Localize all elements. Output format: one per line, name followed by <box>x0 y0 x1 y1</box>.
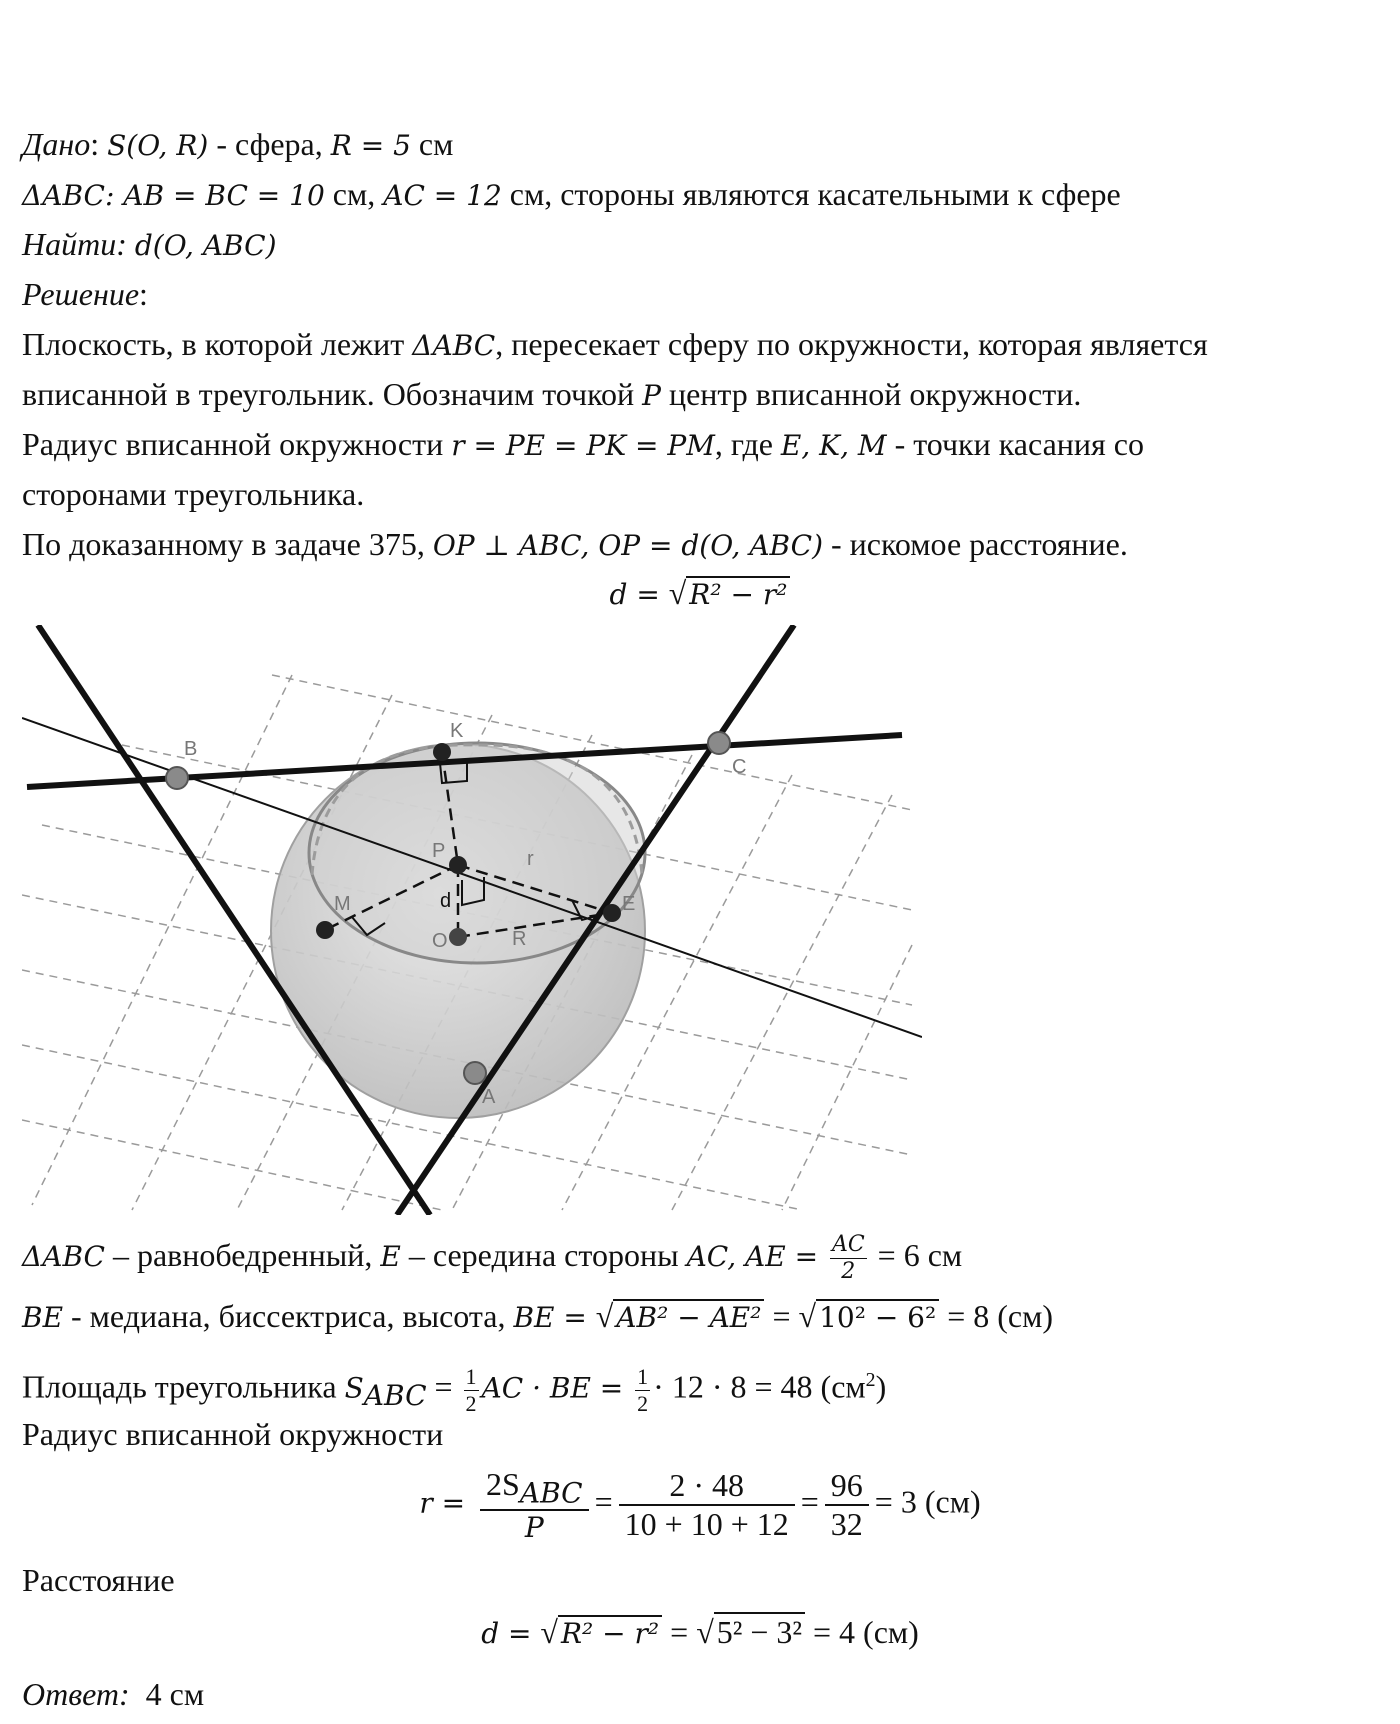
p1-text-a: Плоскость, в которой лежит <box>22 326 413 362</box>
calc1-e: E <box>380 1239 401 1273</box>
label-E: E <box>622 893 636 915</box>
given-line: Дано: S(O, R) - сфера, R = 5 см <box>22 126 454 162</box>
calc2-radicand1: AB² − AE² <box>613 1299 764 1334</box>
r-frac2 <box>619 1467 795 1543</box>
unit-a: см <box>324 176 368 212</box>
d-radicand2: 5² − 3² <box>714 1612 805 1650</box>
formula-d-radicand: R² − r² <box>686 576 790 611</box>
p2-text-b: центр вписанной окружности. <box>660 376 1082 412</box>
calc3-sub: ABC <box>363 1379 427 1413</box>
calc3-text: Площадь треугольника <box>22 1368 345 1405</box>
geometry-figure <box>22 625 922 1215</box>
solution-p3 <box>22 422 1144 468</box>
solution-label: Решение <box>22 276 140 312</box>
calc-line-4 <box>22 1412 443 1456</box>
label-B: B <box>184 738 198 760</box>
label-R: R <box>512 928 527 950</box>
p5-text-a: По доказанному в задаче 375, <box>22 526 433 562</box>
sphere-text: - сфера, <box>208 126 331 162</box>
d-sqrt2: √5² − 3² <box>696 1614 805 1651</box>
calc2-radicand2: 10² − 6² <box>816 1299 939 1334</box>
label-P: P <box>432 840 446 862</box>
p2-text-a: вписанной в треугольник. Обозначим точкой <box>22 376 643 412</box>
answer-line <box>22 1672 204 1716</box>
calc1-text-c: – середина стороны <box>400 1236 687 1273</box>
calc3-half-b <box>635 1364 650 1417</box>
calc2-sqrt1: √ AB² − AE² <box>596 1294 765 1340</box>
r-f1-num: 2S <box>486 1466 520 1502</box>
p1-text-b: , пересекает сферу по окружности, которая является <box>495 326 1208 362</box>
calc-line-2 <box>22 1294 1053 1340</box>
calc1-result: = 6 см <box>869 1236 963 1273</box>
r-f2-den: 10 + 10 + 12 <box>624 1506 789 1543</box>
calc3-half-num: 1 <box>465 1363 477 1389</box>
calc2-sqrt2: √ 10² − 6² <box>799 1294 940 1340</box>
p5-math: OP ⊥ ABC, OP = d(O, ABC) <box>432 529 823 562</box>
calc2-be: BE <box>22 1301 64 1334</box>
p3-text-b: , где <box>714 426 781 462</box>
calc3-s: S <box>344 1371 364 1405</box>
triangle-expr: ΔABC: AB = BC = 10 <box>22 179 325 212</box>
r-result: = 3 (см) <box>874 1483 981 1520</box>
calc3-half-den: 2 <box>465 1390 477 1416</box>
calc1-fraction <box>830 1232 867 1285</box>
formula-d-general <box>0 575 1400 612</box>
solution-label-line: Решение: <box>22 276 148 312</box>
calc5-text: Расстояние <box>22 1562 175 1598</box>
calc1-math: AC, AE = <box>686 1239 827 1273</box>
calc-line-3 <box>22 1358 886 1418</box>
formula-d-lhs: d = <box>609 578 669 611</box>
label-K: K <box>450 720 464 742</box>
p3-math: r = PE = PK = PM <box>451 429 715 462</box>
answer-label: Ответ: <box>22 1676 130 1712</box>
calc3-sup: 2 <box>865 1369 876 1391</box>
solution-p2 <box>22 372 1081 418</box>
tangent-text: см, стороны являются касательными к сфере <box>501 176 1121 212</box>
formula-d-sqrt: √ R² − r² <box>669 575 791 612</box>
calc3-half-num-b: 1 <box>637 1363 649 1389</box>
given-label: Дано <box>22 126 91 162</box>
answer-value: 4 см <box>145 1676 205 1712</box>
calc4-text: Радиус вписанной окружности <box>22 1416 444 1452</box>
calc2-text: - медиана, биссектриса, высота, <box>63 1298 514 1334</box>
calc2-result: = 8 (см) <box>939 1298 1054 1334</box>
label-C: C <box>732 756 747 778</box>
label-r: r <box>527 848 534 870</box>
label-d: d <box>440 890 452 912</box>
solution-p5 <box>22 522 1128 568</box>
p5-text-b: - искомое расстояние. <box>823 526 1128 562</box>
calc3-half-a <box>464 1364 479 1417</box>
calc-line-5 <box>22 1558 175 1602</box>
triangle-line: ΔABC: AB = BC = 10 см, AC = 12 см, стороны являются касательными к сфере <box>22 176 1121 212</box>
calc1-den: 2 <box>841 1259 856 1284</box>
solution-p1 <box>22 322 1208 368</box>
calc-line-1 <box>22 1232 962 1285</box>
calc3-eq: = <box>426 1368 461 1405</box>
r-f2-num: 2 · 48 <box>619 1467 795 1506</box>
radius-expr: R = 5 <box>330 129 411 162</box>
calc1-tri: ΔABC <box>22 1239 105 1273</box>
label-O: O <box>432 930 448 952</box>
calc1-text-b: – равнобедренный, <box>104 1236 381 1273</box>
p1-tri: ΔABC <box>412 329 496 362</box>
r-lhs: r = <box>419 1486 475 1520</box>
calc1-num: AC <box>831 1232 865 1257</box>
calc3-math: AC · BE = <box>481 1371 633 1405</box>
r-f3-den: 32 <box>830 1506 863 1543</box>
r-frac1 <box>480 1466 589 1544</box>
d-lhs: d = <box>481 1617 541 1650</box>
r-frac3 <box>825 1467 869 1543</box>
p3-points: E, K, M <box>780 429 887 462</box>
p3-text-c: - точки касания со <box>886 426 1144 462</box>
formula-r: r = $\frac{2S_{ABC}}{P}$ = $\frac{2 \cdot 48}{10 + 10 + 12}$ = $\frac{96}{32}$ = 3 (см) <box>419 1466 981 1545</box>
r-f1-den: P <box>524 1511 544 1545</box>
find-expr: d(O, ABC) <box>134 229 277 262</box>
r-f1-sub: ABC <box>519 1476 583 1510</box>
calc2-math: BE = <box>513 1301 596 1334</box>
d-radicand1: R² − r² <box>558 1615 662 1650</box>
solution-p4 <box>22 472 364 516</box>
find-line <box>22 222 277 268</box>
p3-text-a: Радиус вписанной окружности <box>22 426 452 462</box>
d-result: = 4 (см) <box>804 1614 919 1650</box>
r-f3-num: 96 <box>825 1467 869 1506</box>
p4-text: сторонами треугольника. <box>22 476 365 512</box>
p2-point: P <box>642 379 661 412</box>
label-M: M <box>334 893 351 915</box>
d-sqrt1: √ R² − r² <box>540 1614 662 1651</box>
calc3-close: ) <box>875 1368 887 1405</box>
calc3-half-den-b: 2 <box>637 1390 649 1416</box>
ac-expr: AC = 12 <box>383 179 502 212</box>
sphere-expr: S(O, R) <box>107 129 209 162</box>
label-A: A <box>482 1086 496 1108</box>
find-label: Найти: <box>22 226 127 262</box>
calc2-eq: = <box>764 1298 799 1334</box>
formula-d-final: d = √ R² − r² = √5² − 3² = 4 (см) <box>481 1614 919 1650</box>
radius-unit: см <box>410 126 454 162</box>
calc3-result: · 12 · 8 = 48 (см <box>653 1368 866 1405</box>
